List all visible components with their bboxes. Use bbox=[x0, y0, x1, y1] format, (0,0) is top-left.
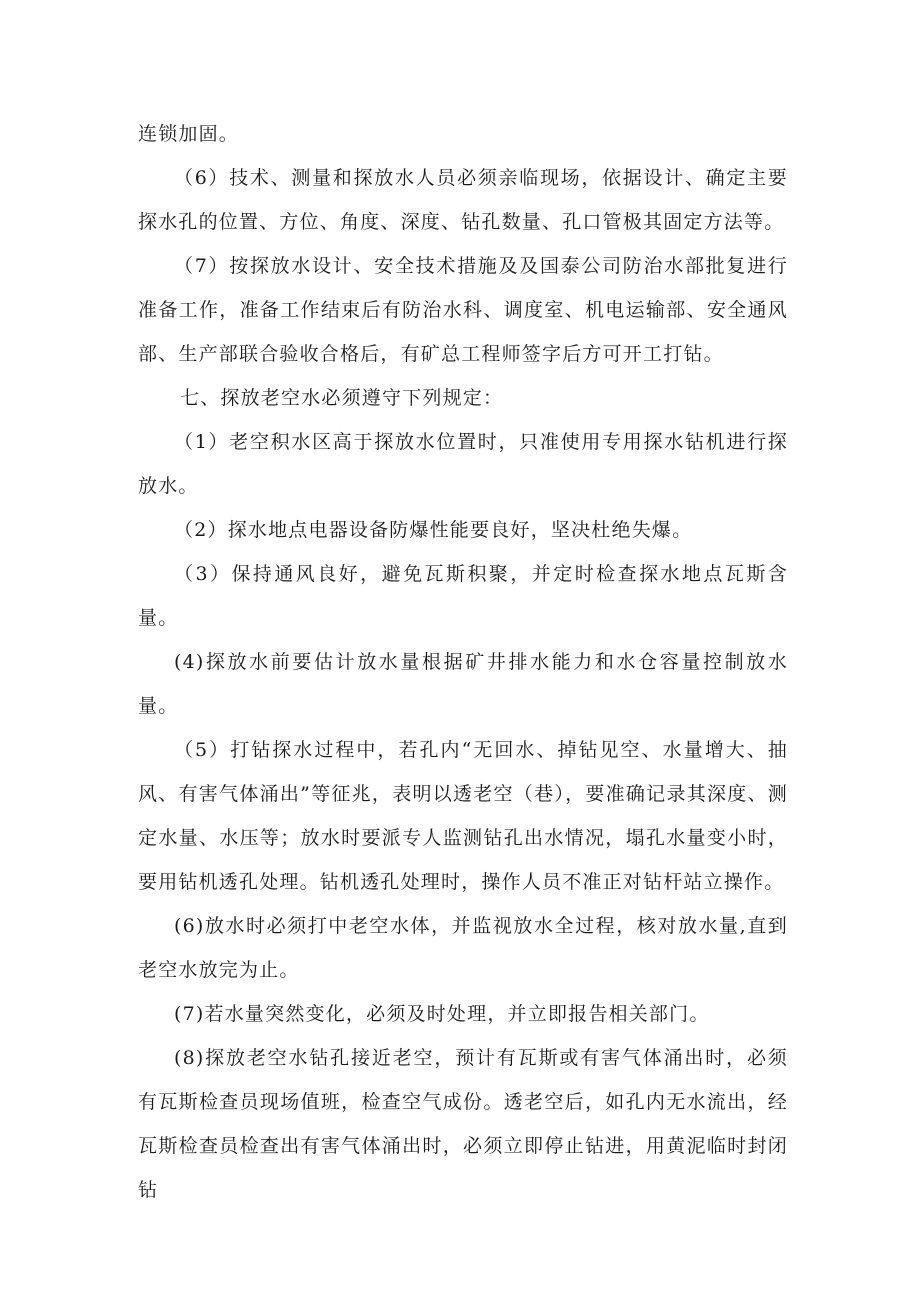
paragraph-item-6: （6）技术、测量和探放水人员必须亲临现场，依据设计、确定主要探水孔的位置、方位、角度、深度、钻孔数量、孔口管极其固定方法等。 bbox=[138, 167, 788, 233]
paragraph-rule-6: (6)放水时必须打中老空水体，并监视放水全过程，核对放水量,直到老空水放完为止。 bbox=[138, 915, 788, 981]
paragraph-rule-4: (4)探放水前要估计放水量根据矿井排水能力和水仓容量控制放水量。 bbox=[138, 651, 788, 717]
paragraph-rule-2: （2）探水地点电器设备防爆性能要良好，坚决杜绝失爆。 bbox=[174, 519, 693, 541]
paragraph-rule-8: (8)探放老空水钻孔接近老空，预计有瓦斯或有害气体涌出时，必须有瓦斯检查员现场值班，检查空气成份。透老空后，如孔内无水流出，经瓦斯检查员检查出有害气体涌出时，必须立即停止钻进，用黄泥临时封闭钻 bbox=[138, 1047, 788, 1201]
document-body bbox=[138, 112, 788, 1212]
paragraph-rule-3: （3）保持通风良好，避免瓦斯积聚，并定时检查探水地点瓦斯含量。 bbox=[138, 563, 788, 629]
paragraph-rule-7: (7)若水量突然变化，必须及时处理，并立即报告相关部门。 bbox=[174, 1003, 710, 1025]
section-heading-7: 七、探放老空水必须遵守下列规定： bbox=[180, 387, 504, 409]
paragraph-continuation: 连锁加固。 bbox=[138, 123, 240, 145]
paragraph-item-7: （7）按探放水设计、安全技术措施及及国泰公司防治水部批复进行准备工作，准备工作结束后有防治水科、调度室、机电运输部、安全通风部、生产部联合验收合格后，有矿总工程师签字后方可开工打钻。 bbox=[138, 255, 788, 365]
paragraph-rule-5: （5）打钻探水过程中，若孔内“无回水、掉钻见空、水量增大、抽风、有害气体涌出”等征兆，表明以透老空（巷），要准确记录其深度、测定水量、水压等；放水时要派专人监测钻孔出水情况，塌孔水量变小时，要用钻机透孔处理。钻机透孔处理时，操作人员不准正对钻杆站立操作。 bbox=[138, 739, 788, 893]
paragraph-rule-1: （1）老空积水区高于探放水位置时，只准使用专用探水钻机进行探放水。 bbox=[138, 431, 788, 497]
